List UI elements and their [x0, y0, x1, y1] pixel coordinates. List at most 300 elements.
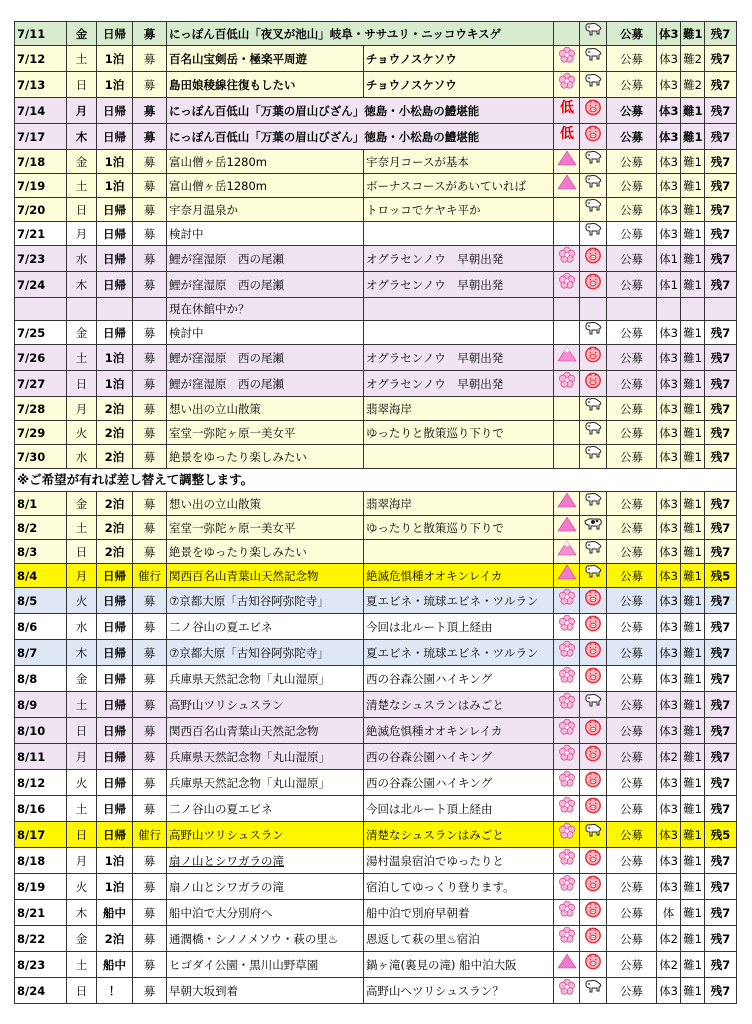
remaining-cell: 残7 [705, 770, 737, 796]
schedule-row [15, 22, 737, 46]
flower-icon [558, 46, 576, 71]
description-cell [364, 298, 554, 321]
mark2-cell [580, 796, 607, 822]
fitness-cell: 体3 [657, 848, 681, 874]
title-cell: 鯉が窪湿原 西の尾瀬 [167, 272, 364, 298]
schedule-row [15, 371, 737, 397]
remaining-cell: 残7 [705, 46, 737, 72]
description-cell: ボーナスコースがあいていれば [364, 174, 554, 198]
description-cell: ゆったりと散策巡り下りで [364, 516, 554, 540]
boar-icon [584, 371, 602, 396]
schedule-row [15, 150, 737, 174]
boar-icon [584, 796, 602, 821]
status-cell: 募 [133, 345, 167, 371]
date-cell: 8/7 [15, 640, 67, 666]
public-cell: 公募 [607, 22, 657, 46]
status-cell: 募 [133, 124, 167, 150]
title-cell: 鯉が窪湿原 西の尾瀬 [167, 246, 364, 272]
mark1-cell [554, 822, 580, 848]
fitness-cell: 体3 [657, 22, 681, 46]
description-cell: 西の谷森公園ハイキング [364, 744, 554, 770]
mark1-cell [554, 345, 580, 371]
mark2-cell [580, 150, 607, 174]
public-cell: 公募 [607, 978, 657, 1004]
date-cell: 7/11 [15, 22, 67, 46]
remaining-cell: 残7 [705, 198, 737, 222]
schedule-row [15, 588, 737, 614]
fitness-cell: 体3 [657, 46, 681, 72]
fuji-icon [557, 346, 577, 369]
mount-icon [557, 564, 577, 587]
fitness-cell: 体3 [657, 588, 681, 614]
mark1-cell [554, 445, 580, 469]
status-cell: 募 [133, 900, 167, 926]
description-cell: 高野山ヘツリシュスラン？ [364, 978, 554, 1004]
fitness-cell: 体3 [657, 98, 681, 124]
mark2-cell [580, 397, 607, 421]
day-cell: 火 [67, 588, 97, 614]
title-cell: 現在休館中か？ [167, 298, 364, 321]
difficulty-cell: 難1 [681, 421, 705, 445]
trip-type-cell: 2泊 [97, 421, 133, 445]
remaining-cell: 残7 [705, 345, 737, 371]
remaining-cell: 残7 [705, 72, 737, 98]
difficulty-cell: 難1 [681, 640, 705, 666]
difficulty-cell: 難1 [681, 952, 705, 978]
public-cell: 公募 [607, 150, 657, 174]
mark1-cell [554, 246, 580, 272]
title-cell: 室堂一弥陀ヶ原一美女平 [167, 516, 364, 540]
status-cell: 募 [133, 371, 167, 397]
title-cell: 百名山宝剣岳・極楽平周遊 [167, 46, 364, 72]
mark2-cell [580, 874, 607, 900]
remaining-cell: 残7 [705, 692, 737, 718]
status-cell: 募 [133, 492, 167, 516]
day-cell: 日 [67, 540, 97, 564]
fitness-cell: 体3 [657, 371, 681, 397]
flower-icon [558, 614, 576, 639]
description-cell: ゆったりと散策巡り下りで [364, 421, 554, 445]
day-cell: 日 [67, 978, 97, 1004]
flower-icon [558, 666, 576, 691]
public-cell: 公募 [607, 874, 657, 900]
description-cell: 絶滅危惧種オオキンレイカ [364, 718, 554, 744]
mark1-cell [554, 397, 580, 421]
bear-icon [583, 321, 603, 344]
mark1-cell [554, 421, 580, 445]
flower-icon [558, 692, 576, 717]
mark1-cell [554, 540, 580, 564]
status-cell: 募 [133, 848, 167, 874]
difficulty-cell: 難1 [681, 22, 705, 46]
fitness-cell: 体2 [657, 744, 681, 770]
day-cell: 金 [67, 321, 97, 345]
public-cell: 公募 [607, 666, 657, 692]
schedule-row [15, 796, 737, 822]
description-cell: 恩返して萩の里♨宿泊 [364, 926, 554, 952]
bear-icon [583, 198, 603, 221]
status-cell: 募 [133, 796, 167, 822]
difficulty-cell: 難1 [681, 345, 705, 371]
schedule-row [15, 445, 737, 469]
mark2-cell [580, 744, 607, 770]
mark1-cell [554, 952, 580, 978]
difficulty-cell: 難1 [681, 588, 705, 614]
difficulty-cell: 難2 [681, 46, 705, 72]
remaining-cell: 残7 [705, 640, 737, 666]
mark2-cell [580, 492, 607, 516]
public-cell: 公募 [607, 822, 657, 848]
fitness-cell: 体3 [657, 874, 681, 900]
day-cell: 火 [67, 421, 97, 445]
trip-type-cell: 日帰 [97, 718, 133, 744]
remaining-cell: 残7 [705, 222, 737, 246]
remaining-cell: 残7 [705, 588, 737, 614]
difficulty-cell: 難2 [681, 72, 705, 98]
schedule-row [15, 822, 737, 848]
public-cell: 公募 [607, 492, 657, 516]
schedule-row [15, 744, 737, 770]
trip-type-cell: 日帰 [97, 564, 133, 588]
fitness-cell: 体3 [657, 150, 681, 174]
schedule-row [15, 848, 737, 874]
fuji-icon [557, 540, 577, 563]
schedule-row [15, 345, 737, 371]
status-cell: 募 [133, 72, 167, 98]
remaining-cell: 残5 [705, 822, 737, 848]
fitness-cell: 体3 [657, 564, 681, 588]
date-cell: 7/17 [15, 124, 67, 150]
schedule-row [15, 516, 737, 540]
bear-icon [583, 693, 603, 716]
trip-type-cell [97, 298, 133, 321]
day-cell: 月 [67, 397, 97, 421]
day-cell: 金 [67, 22, 97, 46]
bear-icon [583, 150, 603, 173]
description-cell: 夏エビネ・琉球エビネ・ツルラン [364, 640, 554, 666]
date-cell: 7/13 [15, 72, 67, 98]
flower-icon [558, 371, 576, 396]
mark2-cell [580, 926, 607, 952]
public-cell: 公募 [607, 198, 657, 222]
remaining-cell: 残7 [705, 978, 737, 1004]
fitness-cell: 体2 [657, 952, 681, 978]
schedule-row [15, 98, 737, 124]
title-cell: 通潤橋・シノノメソウ・萩の里♨ [167, 926, 364, 952]
mark1-cell [554, 770, 580, 796]
bear-icon [583, 445, 603, 468]
day-cell: 木 [67, 124, 97, 150]
boar-icon [584, 744, 602, 769]
trip-type-cell: 1泊 [97, 874, 133, 900]
mark2-cell [580, 692, 607, 718]
public-cell: 公募 [607, 345, 657, 371]
public-cell: 公募 [607, 564, 657, 588]
description-cell: 今回は北ルート頂上経由 [364, 796, 554, 822]
schedule-row [15, 124, 737, 150]
description-cell: 船中泊で別府早朝着 [364, 900, 554, 926]
mark1-cell [554, 848, 580, 874]
day-cell: 土 [67, 692, 97, 718]
day-cell: 木 [67, 640, 97, 666]
public-cell: 公募 [607, 222, 657, 246]
bear-icon [583, 73, 603, 96]
remaining-cell: 残7 [705, 796, 737, 822]
mark1-cell [554, 718, 580, 744]
day-cell: 日 [67, 371, 97, 397]
title-cell: 早朝大坂到着 [167, 978, 364, 1004]
mark1-cell [554, 124, 580, 150]
mark2-cell [580, 516, 607, 540]
svg-text:低: 低 [559, 100, 574, 115]
mark1-cell [554, 640, 580, 666]
low-icon [559, 99, 575, 122]
difficulty-cell: 難1 [681, 926, 705, 952]
status-cell: 募 [133, 540, 167, 564]
trip-type-cell: 日帰 [97, 666, 133, 692]
difficulty-cell: 難1 [681, 744, 705, 770]
status-cell: 募 [133, 421, 167, 445]
bear-icon [583, 22, 603, 45]
fitness-cell: 体3 [657, 640, 681, 666]
date-cell: 7/21 [15, 222, 67, 246]
day-cell: 火 [67, 770, 97, 796]
difficulty-cell: 難1 [681, 900, 705, 926]
description-cell: チョウノスケソウ [364, 72, 554, 98]
fitness-cell: 体3 [657, 198, 681, 222]
status-cell: 募 [133, 718, 167, 744]
remaining-cell: 残7 [705, 22, 737, 46]
cow-icon [583, 516, 603, 539]
date-cell: 8/12 [15, 770, 67, 796]
remaining-cell: 残7 [705, 371, 737, 397]
title-cell: にっぽん百低山「万葉の眉山びざん」徳島・小松島の鱧堪能 [167, 124, 554, 150]
trip-type-cell: 船中 [97, 900, 133, 926]
mark2-cell [580, 900, 607, 926]
mark2-cell [580, 246, 607, 272]
note-text: ※ご希望が有れば差し替えて調整します。 [15, 469, 737, 492]
trip-type-cell: 日帰 [97, 22, 133, 46]
day-cell: 土 [67, 345, 97, 371]
schedule-row [15, 174, 737, 198]
boar-icon [584, 246, 602, 271]
description-cell: 宇奈月コースが基本 [364, 150, 554, 174]
trip-type-cell: 2泊 [97, 492, 133, 516]
description-cell: 湯村温泉宿泊でゆったりと [364, 848, 554, 874]
mount-icon [557, 516, 577, 539]
schedule-row [15, 421, 737, 445]
title-cell: 鯉が窪湿原 西の尾瀬 [167, 371, 364, 397]
flower-icon [558, 848, 576, 873]
mark2-cell [580, 718, 607, 744]
mark2-cell [580, 272, 607, 298]
public-cell: 公募 [607, 692, 657, 718]
date-cell: 8/1 [15, 492, 67, 516]
fitness-cell: 体3 [657, 492, 681, 516]
boar-icon [584, 718, 602, 743]
mark2-cell [580, 321, 607, 345]
description-cell: 夏エビネ・琉球エビネ・ツルラン [364, 588, 554, 614]
description-cell [364, 321, 554, 345]
difficulty-cell: 難1 [681, 98, 705, 124]
flower-icon [558, 718, 576, 743]
mark2-cell [580, 666, 607, 692]
public-cell: 公募 [607, 718, 657, 744]
description-cell: オグラセンノウ 早朝出発 [364, 345, 554, 371]
title-cell: 想い出の立山散策 [167, 397, 364, 421]
day-cell: 月 [67, 744, 97, 770]
bear-icon [583, 174, 603, 197]
trip-type-cell: 日帰 [97, 246, 133, 272]
difficulty-cell: 難1 [681, 222, 705, 246]
difficulty-cell: 難1 [681, 666, 705, 692]
date-cell: 8/16 [15, 796, 67, 822]
mark2-cell [580, 640, 607, 666]
mark1-cell [554, 926, 580, 952]
difficulty-cell: 難1 [681, 564, 705, 588]
remaining-cell: 残5 [705, 564, 737, 588]
public-cell: 公募 [607, 796, 657, 822]
description-cell [364, 222, 554, 246]
day-cell: 日 [67, 718, 97, 744]
day-cell: 土 [67, 952, 97, 978]
description-cell: オグラセンノウ 早朝出発 [364, 246, 554, 272]
date-cell: 8/18 [15, 848, 67, 874]
remaining-cell: 残7 [705, 445, 737, 469]
status-cell: 募 [133, 588, 167, 614]
title-link[interactable]: 扇ノ山とシワガラの滝 [167, 848, 364, 874]
bear-icon [583, 979, 603, 1002]
mark1-cell [554, 72, 580, 98]
schedule-row [15, 321, 737, 345]
fitness-cell: 体3 [657, 540, 681, 564]
boar-icon [584, 124, 602, 149]
mark1-cell [554, 371, 580, 397]
schedule-table [14, 21, 737, 1004]
remaining-cell: 残7 [705, 900, 737, 926]
trip-type-cell: 船中 [97, 952, 133, 978]
flower-icon [558, 796, 576, 821]
public-cell: 公募 [607, 445, 657, 469]
mark2-cell [580, 445, 607, 469]
fitness-cell: 体3 [657, 516, 681, 540]
difficulty-cell: 難1 [681, 692, 705, 718]
title-cell: 兵庫県天然記念物「丸山湿原」 [167, 666, 364, 692]
date-cell: 8/8 [15, 666, 67, 692]
schedule-row [15, 770, 737, 796]
public-cell: 公募 [607, 272, 657, 298]
public-cell: 公募 [607, 540, 657, 564]
date-cell: 8/10 [15, 718, 67, 744]
mark2-cell [580, 770, 607, 796]
status-cell: 催行 [133, 822, 167, 848]
difficulty-cell: 難1 [681, 822, 705, 848]
trip-type-cell: 日帰 [97, 98, 133, 124]
svg-text:低: 低 [559, 126, 574, 141]
mark1-cell [554, 198, 580, 222]
difficulty-cell: 難1 [681, 445, 705, 469]
bear-icon [583, 492, 603, 515]
date-cell: 8/11 [15, 744, 67, 770]
schedule-row [15, 926, 737, 952]
trip-type-cell: 日帰 [97, 222, 133, 246]
date-cell: 7/26 [15, 345, 67, 371]
flower-icon [558, 978, 576, 1003]
trip-type-cell: 日帰 [97, 822, 133, 848]
schedule-row [15, 46, 737, 72]
difficulty-cell: 難1 [681, 978, 705, 1004]
title-cell: ⑦京都大原「古知谷阿弥陀寺」 [167, 640, 364, 666]
public-cell: 公募 [607, 516, 657, 540]
boar-icon [584, 98, 602, 123]
difficulty-cell: 難1 [681, 848, 705, 874]
status-cell: 募 [133, 445, 167, 469]
date-cell: 7/30 [15, 445, 67, 469]
date-cell: 8/2 [15, 516, 67, 540]
mark1-cell [554, 874, 580, 900]
bear-icon [583, 397, 603, 420]
mark1-cell [554, 321, 580, 345]
date-cell: 8/21 [15, 900, 67, 926]
description-cell: 翡翠海岸 [364, 492, 554, 516]
difficulty-cell: 難1 [681, 770, 705, 796]
trip-type-cell: 1泊 [97, 174, 133, 198]
title-cell: 鯉が窪湿原 西の尾瀬 [167, 345, 364, 371]
public-cell: 公募 [607, 72, 657, 98]
trip-type-cell: 1泊 [97, 371, 133, 397]
mark2-cell [580, 198, 607, 222]
public-cell: 公募 [607, 952, 657, 978]
day-cell: 土 [67, 516, 97, 540]
mark2-cell [580, 371, 607, 397]
description-cell: 翡翠海岸 [364, 397, 554, 421]
flower-icon [558, 770, 576, 795]
date-cell [15, 298, 67, 321]
title-cell: 富山僧ヶ岳1280m [167, 150, 364, 174]
public-cell: 公募 [607, 397, 657, 421]
bear-icon [583, 540, 603, 563]
day-cell: 月 [67, 222, 97, 246]
trip-type-cell: 日帰 [97, 744, 133, 770]
status-cell: 募 [133, 516, 167, 540]
remaining-cell: 残7 [705, 321, 737, 345]
mark1-cell [554, 22, 580, 46]
difficulty-cell: 難1 [681, 614, 705, 640]
difficulty-cell [681, 298, 705, 321]
difficulty-cell: 難1 [681, 124, 705, 150]
status-cell: 募 [133, 246, 167, 272]
day-cell: 土 [67, 796, 97, 822]
title-cell: 扇ノ山とシワガラの滝 [167, 874, 364, 900]
title-cell: 検討中 [167, 321, 364, 345]
mark1-cell [554, 46, 580, 72]
title-cell: 絶景をゆったり楽しみたい [167, 445, 364, 469]
boar-icon [584, 588, 602, 613]
date-cell: 8/17 [15, 822, 67, 848]
description-cell: 清楚なシュスランはみごと [364, 822, 554, 848]
boar-icon [584, 952, 602, 977]
fitness-cell: 体3 [657, 124, 681, 150]
remaining-cell: 残7 [705, 848, 737, 874]
flower-icon [558, 640, 576, 665]
title-cell: 島田娘稜線往復もしたい [167, 72, 364, 98]
mark2-cell [580, 588, 607, 614]
public-cell: 公募 [607, 770, 657, 796]
status-cell: 募 [133, 952, 167, 978]
title-cell: 兵庫県天然記念物「丸山湿原」 [167, 744, 364, 770]
status-cell: 募 [133, 926, 167, 952]
status-cell: 募 [133, 46, 167, 72]
